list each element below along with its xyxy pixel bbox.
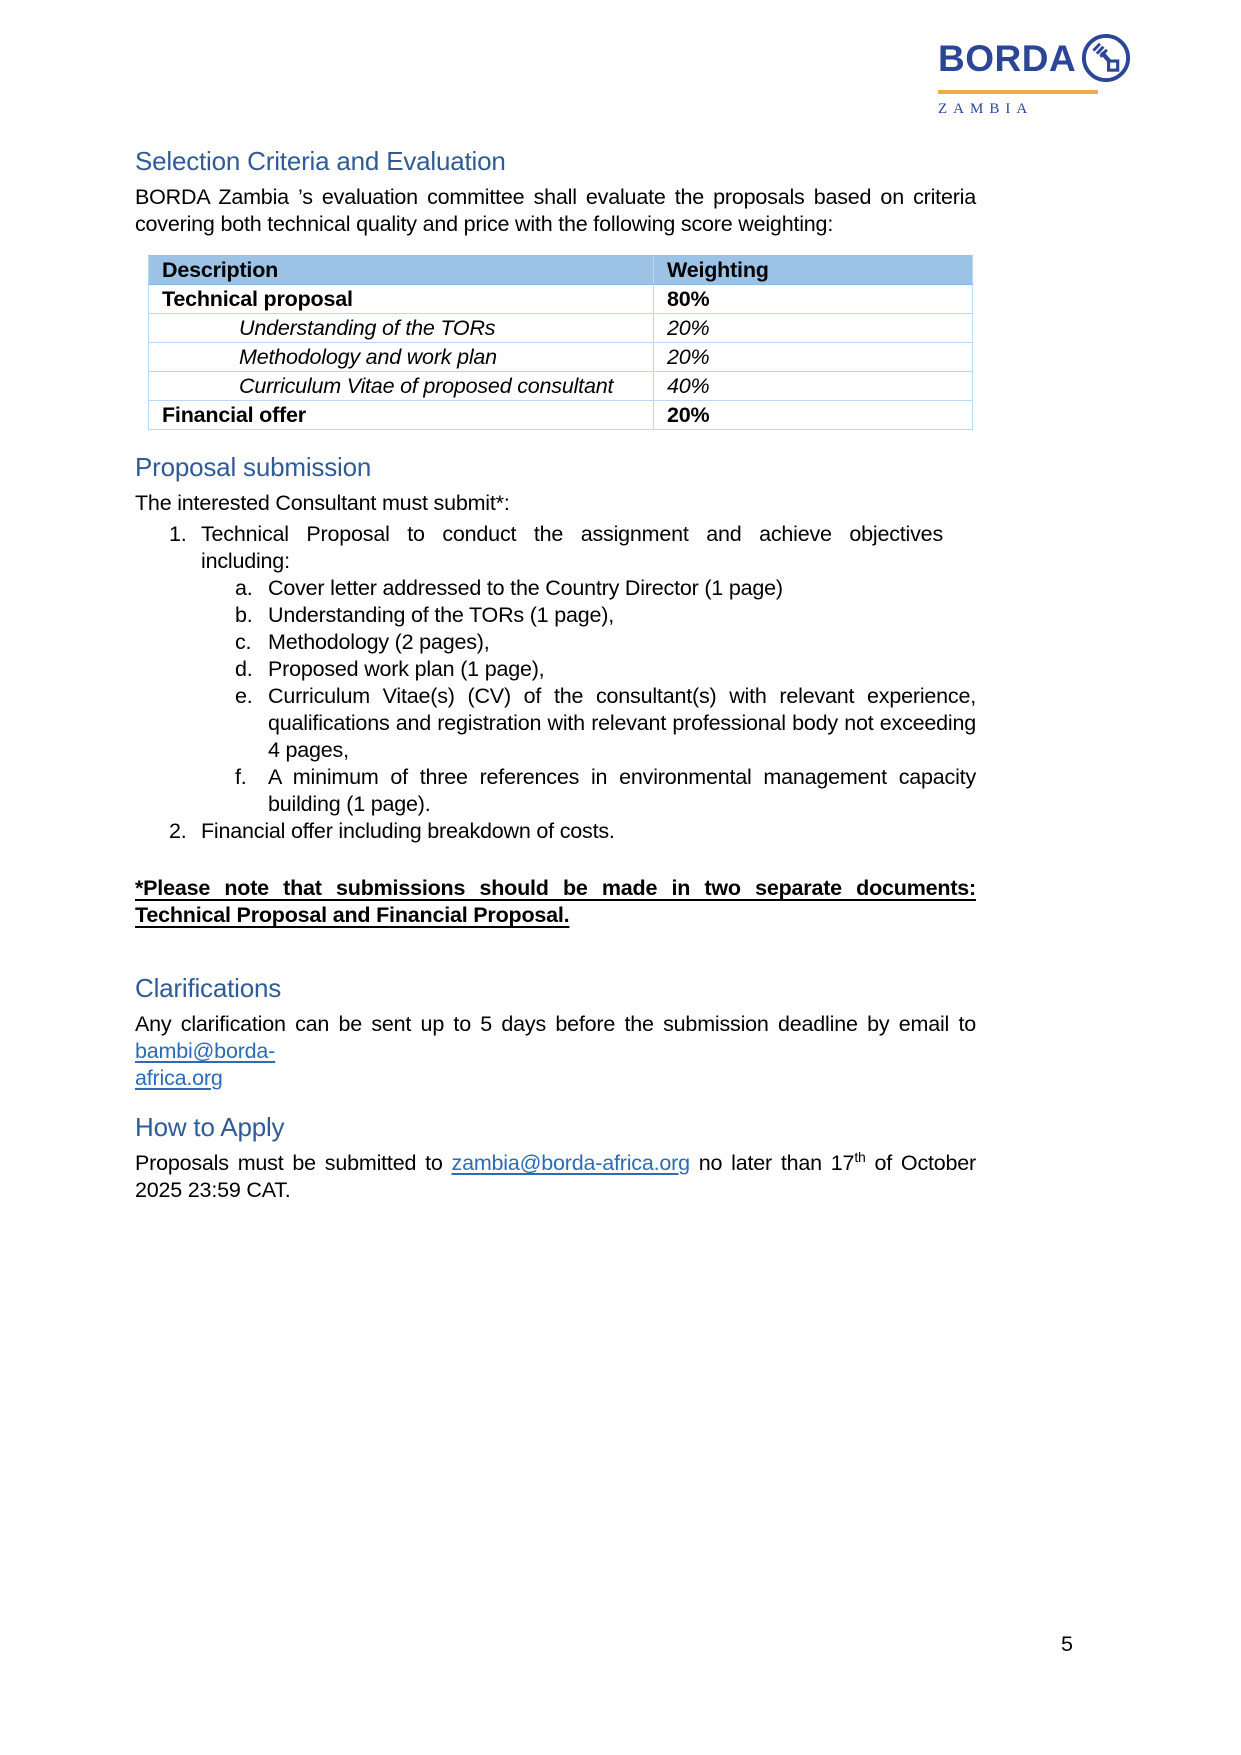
list-marker: c. xyxy=(235,630,252,654)
list-item xyxy=(135,656,976,683)
list-item-text: Curriculum Vitae(s) (CV) of the consultant(s) with relevant experience, qualifications and registration with relevant professional body not exceeding 4 pages, xyxy=(268,684,976,762)
list-item-text: Methodology (2 pages), xyxy=(268,630,490,654)
list-item-text: Technical Proposal to conduct the assignment and achieve objectives including: xyxy=(201,522,943,573)
cell-weighting: 20% xyxy=(654,314,973,343)
submission-list xyxy=(135,521,976,845)
submission-intro: The interested Consultant must submit*: xyxy=(135,491,510,515)
cell-weighting: 80% xyxy=(654,285,973,314)
column-header-description: Description xyxy=(149,256,654,285)
list-item xyxy=(135,629,976,656)
table-row xyxy=(149,343,973,372)
cell-description: Methodology and work plan xyxy=(149,343,654,372)
clarifications-text: Any clarification can be sent up to 5 days before the submission deadline by email to xyxy=(135,1012,976,1036)
document-body xyxy=(135,0,976,1204)
cell-description: Curriculum Vitae of proposed consultant xyxy=(149,372,654,401)
apply-text-after: no later than 17 xyxy=(689,1151,855,1175)
cell-description: Understanding of the TORs xyxy=(149,314,654,343)
table-row xyxy=(149,314,973,343)
logo-region-label: ZAMBIA xyxy=(938,101,1034,117)
table-row xyxy=(149,401,973,430)
heading-clarifications: Clarifications xyxy=(135,973,282,1003)
cell-weighting: 40% xyxy=(654,372,973,401)
apply-paragraph xyxy=(135,1150,976,1204)
list-item-text: Proposed work plan (1 page), xyxy=(268,657,545,681)
heading-how-to-apply: How to Apply xyxy=(135,1112,285,1142)
list-marker: b. xyxy=(235,603,253,627)
list-marker: e. xyxy=(235,684,253,708)
list-item xyxy=(135,683,976,764)
table-row xyxy=(149,285,973,314)
table-row xyxy=(149,372,973,401)
list-item xyxy=(135,818,976,845)
clarifications-email-link[interactable]: bambi@borda- africa.org xyxy=(135,1039,276,1090)
list-item xyxy=(135,575,976,602)
list-marker: f. xyxy=(235,765,247,789)
two-documents-note: *Please note that submissions should be made in two separate documents: Technical Proposal and Financial Proposal. xyxy=(135,876,976,927)
list-marker: 2. xyxy=(169,819,187,843)
list-item-text: A minimum of three references in environmental management capacity building (1 page). xyxy=(268,765,976,816)
list-item xyxy=(135,764,976,818)
list-item-text: Financial offer including breakdown of costs. xyxy=(201,819,615,843)
selection-intro-paragraph: BORDA Zambia ’s evaluation committee shall evaluate the proposals based on criteria covering both technical quality and price with the following score weighting: xyxy=(135,185,976,236)
list-marker: a. xyxy=(235,576,253,600)
cell-weighting: 20% xyxy=(654,343,973,372)
column-header-weighting: Weighting xyxy=(654,256,973,285)
ordinal-suffix: th xyxy=(854,1148,866,1165)
shower-tap-icon xyxy=(1080,32,1132,84)
heading-proposal-submission: Proposal submission xyxy=(135,452,372,482)
cell-description: Technical proposal xyxy=(149,285,654,314)
table-header-row xyxy=(149,256,973,285)
list-marker: d. xyxy=(235,657,253,681)
evaluation-weighting-table xyxy=(148,255,973,430)
cell-weighting: 20% xyxy=(654,401,973,430)
apply-text-tail: of October 2025 23:59 CAT. xyxy=(135,1151,977,1202)
heading-selection-criteria: Selection Criteria and Evaluation xyxy=(135,146,506,176)
list-item xyxy=(135,521,976,575)
clarifications-paragraph xyxy=(135,1011,976,1092)
list-item-text: Cover letter addressed to the Country Director (1 page) xyxy=(268,576,783,600)
list-marker: 1. xyxy=(169,522,187,546)
list-item-text: Understanding of the TORs (1 page), xyxy=(268,603,614,627)
cell-description: Financial offer xyxy=(149,401,654,430)
list-item xyxy=(135,602,976,629)
borda-wordmark: BORDA xyxy=(938,37,1077,79)
apply-text-before: Proposals must be submitted to xyxy=(135,1151,452,1175)
page-number: 5 xyxy=(1061,1632,1073,1656)
apply-email-link[interactable]: zambia@borda-africa.org xyxy=(451,1151,690,1175)
